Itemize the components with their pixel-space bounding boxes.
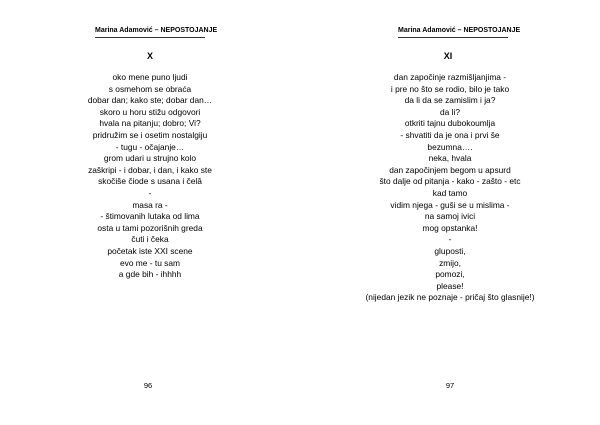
poem-line: (nijedan jezik ne poznaje - pričaj što glasnije!) — [365, 292, 535, 303]
poem-line: da li da se zamislim i ja? — [404, 95, 496, 106]
poem-line: pridružim se i osetim nostalgiju — [92, 129, 208, 140]
poem-line: skočiše čiode s usana i čelâ — [98, 176, 202, 187]
right-page-number: 97 — [445, 381, 455, 390]
poem-line: na samoj ivici — [424, 211, 476, 222]
poem-line: osta u tami pozorišnih greda — [97, 222, 203, 233]
poem-line: masa ra - — [132, 199, 168, 210]
poem-line: i pre no što se rodio, bilo je tako — [390, 83, 510, 94]
poem-line: - — [448, 234, 452, 245]
poem-line: gluposti, — [434, 245, 466, 256]
poem-line: - shvatiti da je ona i prvi še — [400, 129, 500, 140]
poem-line: mog opstanka! — [422, 222, 478, 233]
poem-line: bezumna…. — [427, 141, 473, 152]
poem-line: čuti i čeka — [131, 234, 169, 245]
poem-line: otkriti tajnu dubokoumlja — [404, 118, 496, 129]
poem-line: zaškripi - i dobar, i dan, i kako ste — [88, 164, 212, 175]
poem-line: hvala na pitanju; dobro; Vi? — [99, 118, 201, 129]
left-page-number: 96 — [143, 381, 153, 390]
poem-line: dan započinje razmišljanjima - — [393, 72, 507, 82]
poem-line: da li? — [439, 106, 461, 117]
poem-line: grom udari u strujno kolo — [103, 153, 197, 164]
poem-line: please! — [436, 280, 464, 291]
poem-line: početak iste XXI scene — [107, 245, 193, 256]
poem-line: skoro u horu stižu odgovori — [99, 106, 201, 117]
right-poem-title: XI — [443, 51, 453, 61]
left-poem — [60, 72, 240, 281]
poem-line: dan započinjem begom u apsurd — [389, 164, 511, 175]
right-running-head: Marina Adamović – NEPOSTOJANJE — [398, 27, 521, 34]
poem-line: dobar dan; kako ste; dobar dan… — [87, 95, 213, 106]
left-running-head: Marina Adamović – NEPOSTOJANJE — [95, 27, 218, 34]
poem-line: pomozi, — [435, 269, 465, 280]
poem-line: s osmehom se obraća — [108, 83, 192, 94]
poem-line: - — [148, 187, 152, 198]
poem-line: zmijo, — [439, 257, 461, 268]
right-poem — [350, 72, 550, 304]
poem-line: neka, hvala — [428, 153, 472, 164]
poem-line: što dalje od pitanja - kako - zašto - etc — [379, 176, 521, 187]
poem-line: - štimovanih lutaka od lima — [100, 211, 200, 222]
poem-line: evo me - tu sam — [119, 257, 181, 268]
right-page — [300, 0, 600, 425]
poem-line: kad tamo — [432, 187, 468, 198]
right-head-rule — [398, 37, 508, 38]
left-head-rule — [95, 37, 205, 38]
poem-line: vidim njega - guši se u mislima - — [390, 199, 510, 210]
left-poem-title: X — [146, 51, 153, 61]
poem-line: a gde bih - ihhhh — [118, 269, 182, 280]
poem-line: oko mene puno ljudi — [112, 72, 188, 82]
poem-line: - tugu - očajanje… — [115, 141, 185, 152]
